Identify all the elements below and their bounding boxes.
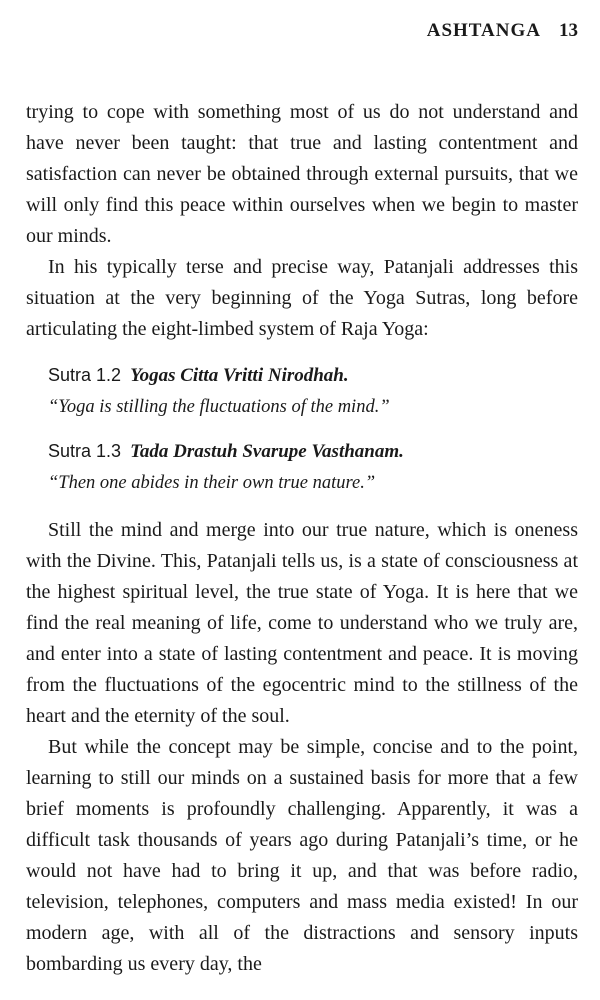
sutra-sanskrit: Tada Drastuh Svarupe Vasthanam. bbox=[130, 441, 404, 462]
sutra-label: Sutra 1.3 bbox=[48, 441, 122, 461]
running-header bbox=[427, 20, 578, 42]
paragraph: Still the mind and merge into our true nature, which is oneness with the Divine. This, Patanjali tells us, is a state of consciousness at the highest spiritual level, the true state of Yoga. It is here that we find the real meaning of life, come to understand who we truly are, and enter into a state of lasting contentment and peace. It is moving from the fluctuations of the egocentric mind to the stillness of the heart and the eternity of the soul. bbox=[26, 519, 578, 727]
sutra-sanskrit: Yogas Citta Vritti Nirodhah. bbox=[130, 365, 349, 386]
paragraph: trying to cope with something most of us do not understand and have never been taught: that true and lasting contentment and satisfaction can never be obtained through external pursuits, that we will only find this peace within ourselves when we begin to master our minds. bbox=[26, 101, 578, 247]
sutra-citation bbox=[48, 359, 578, 392]
sutra-quote-block bbox=[48, 359, 578, 501]
page-number: 13 bbox=[559, 20, 578, 41]
paragraph: In his typically terse and precise way, Patanjali addresses this situation at the very beginning of the Yoga Sutras, long before articulating the eight-limbed system of Raja Yoga: bbox=[26, 256, 578, 340]
sutra-label: Sutra 1.2 bbox=[48, 365, 122, 385]
sutra-citation bbox=[48, 435, 578, 468]
sutra-translation: “Yoga is stilling the fluctuations of the mind.” bbox=[48, 397, 390, 417]
section-title: ASHTANGA bbox=[426, 20, 541, 41]
sutra-translation: “Then one abides in their own true nature.” bbox=[48, 473, 376, 493]
body-text bbox=[26, 97, 578, 980]
paragraph: But while the concept may be simple, concise and to the point, learning to still our minds on a sustained basis for more that a few brief moments is profoundly challenging. Apparently, it was a difficult task thousands of years ago during Patanjali’s time, or he would not have had to bring it up, and that was before radio, television, telephones, computers and mass media existed! In our modern age, with all of the distractions and sensory inputs bombarding us every day, the bbox=[26, 736, 578, 975]
closing-text bbox=[26, 515, 578, 980]
